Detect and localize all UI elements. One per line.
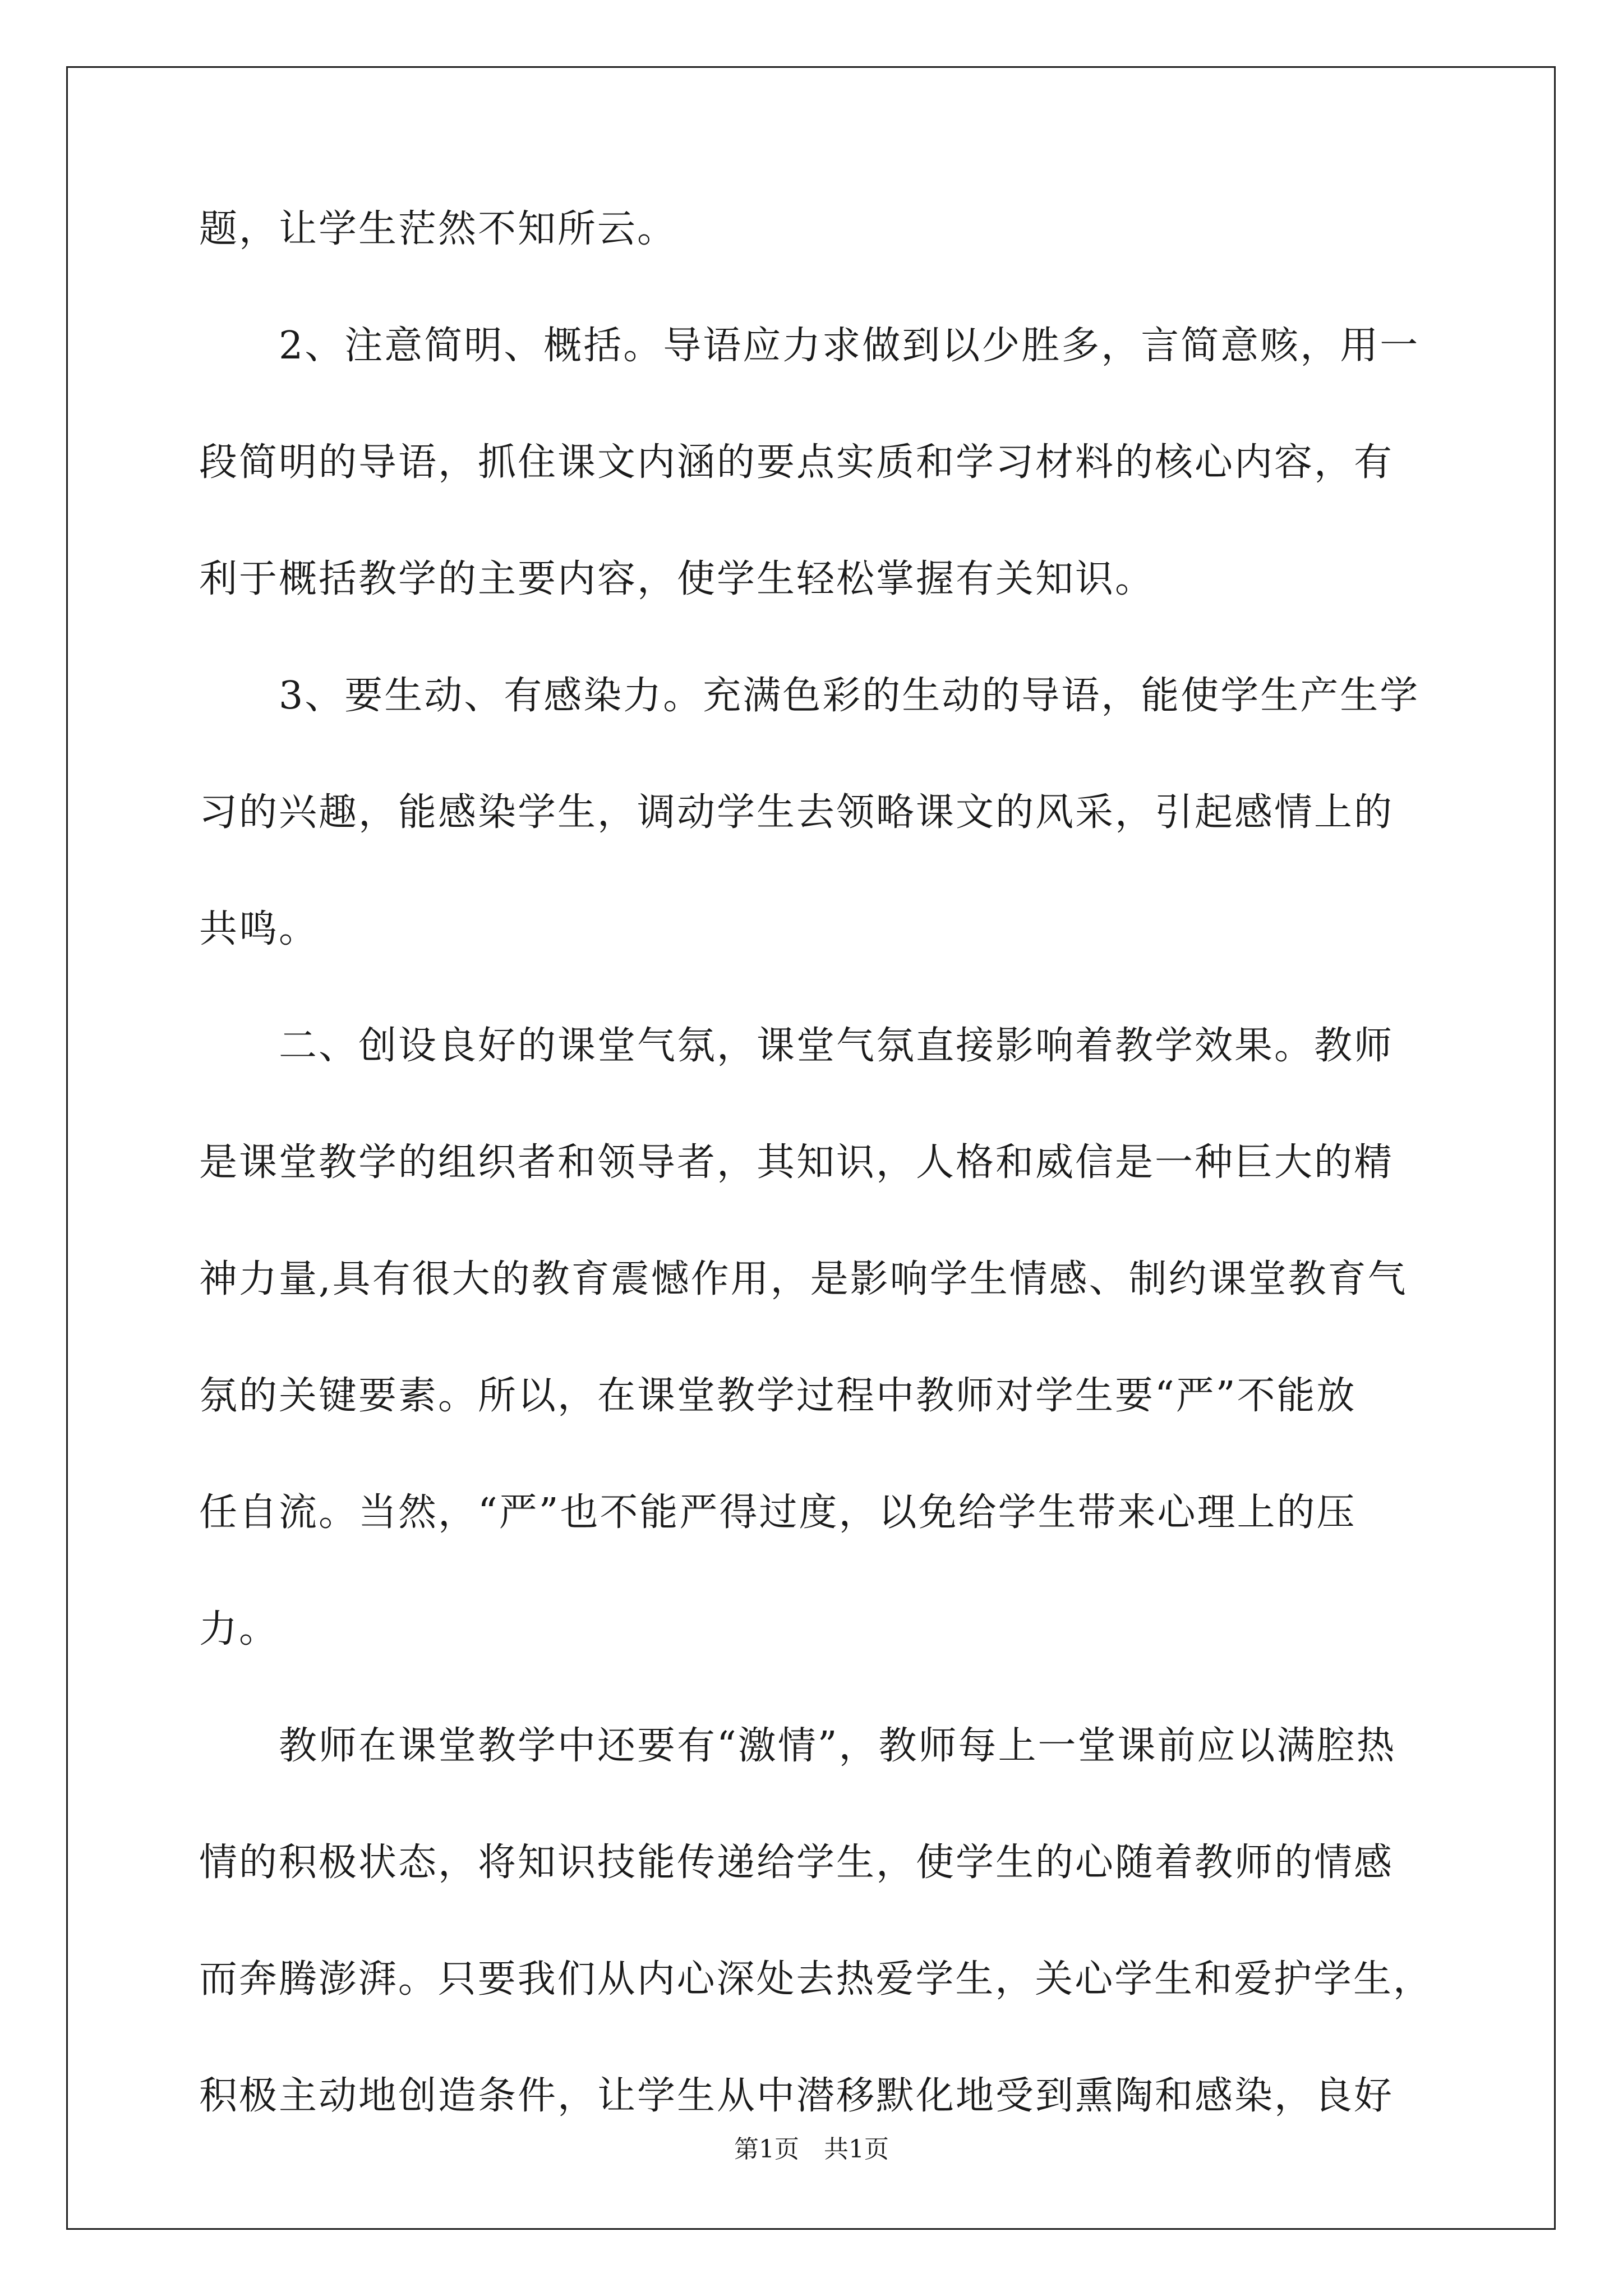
text-line: 段简明的导语，抓住课文内涵的要点实质和学习材料的核心内容，有: [199, 440, 1394, 485]
text-line: 教师在课堂教学中还要有“激情”，教师每上一堂课前应以满腔热: [199, 1724, 1396, 1768]
text-line: 积极主动地创造条件，让学生从中潜移默化地受到熏陶和感染，良好: [199, 2074, 1394, 2118]
text-line: 利于概括教学的主要内容，使学生轻松掌握有关知识。: [199, 557, 1155, 601]
text-line: 任自流。当然，“严”也不能严得过度，以免给学生带来心理上的压: [199, 1490, 1357, 1535]
text-line: 力。: [199, 1607, 279, 1651]
text-line: 习的兴趣，能感染学生，调动学生去领略课文的风采，引起感情上的: [199, 790, 1394, 835]
text-line: 题，让学生茫然不知所云。: [199, 207, 677, 251]
text-line: 共鸣。: [199, 907, 319, 951]
text-line: 神力量,具有很大的教育震憾作用，是影响学生情感、制约课堂教育气: [199, 1257, 1408, 1301]
text-line: 而奔腾澎湃。只要我们从内心深处去热爱学生，关心学生和爱护学生，: [199, 1957, 1433, 2001]
page-footer: 第1页 共1页: [734, 2135, 889, 2164]
text-line: 二、创设良好的课堂气氛，课堂气氛直接影响着教学效果。教师: [199, 1024, 1394, 1068]
text-line: 2、注意简明、概括。导语应力求做到以少胜多，言简意赅，用一: [199, 324, 1420, 368]
text-line: 3、要生动、有感染力。充满色彩的生动的导语，能使学生产生学: [199, 674, 1420, 718]
text-line: 是课堂教学的组织者和领导者，其知识，人格和威信是一种巨大的精: [199, 1140, 1394, 1185]
text-line: 氛的关键要素。所以，在课堂教学过程中教师对学生要“严”不能放: [199, 1374, 1357, 1418]
text-line: 情的积极状态，将知识技能传递给学生，使学生的心随着教师的情感: [199, 1841, 1394, 1885]
